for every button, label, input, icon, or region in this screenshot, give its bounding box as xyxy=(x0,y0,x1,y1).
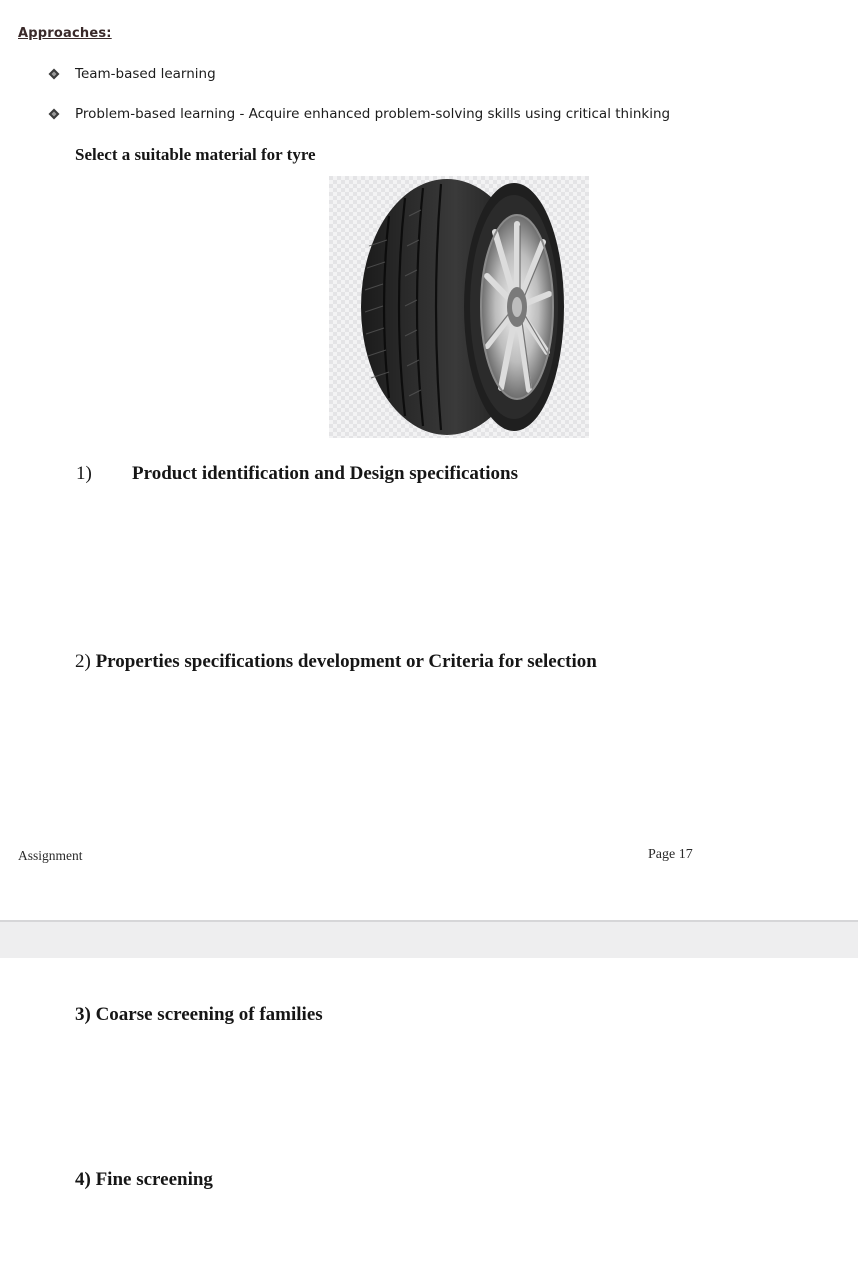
section-1-number: 1) xyxy=(76,463,92,484)
diamond-bullet-icon xyxy=(48,68,60,80)
section-3-title: Coarse screening of families xyxy=(95,1004,323,1025)
page-separator xyxy=(0,920,858,958)
section-4-heading xyxy=(75,1169,213,1191)
section-2-title: Properties specifications development or Criteria for selection xyxy=(95,651,597,672)
diamond-bullet-icon xyxy=(48,108,60,120)
section-2-heading xyxy=(75,651,597,673)
tyre-photo xyxy=(329,176,589,438)
task-subtitle: Select a suitable material for tyre xyxy=(75,145,316,164)
section-1-title: Product identification and Design specifications xyxy=(132,463,518,484)
section-4-number: 4) xyxy=(75,1169,91,1190)
bullet-text: Team-based learning xyxy=(75,66,216,82)
section-3-number: 3) xyxy=(75,1004,91,1025)
approaches-heading: Approaches: xyxy=(18,26,112,41)
bullet-text: Problem-based learning - Acquire enhanced problem-solving skills using critical thinking xyxy=(75,106,671,122)
section-4-title: Fine screening xyxy=(95,1169,213,1190)
section-3-heading xyxy=(75,1004,323,1026)
page-number: Page 17 xyxy=(648,847,693,862)
section-2-number: 2) xyxy=(75,651,91,672)
footer-left-label: Assignment xyxy=(18,848,83,863)
